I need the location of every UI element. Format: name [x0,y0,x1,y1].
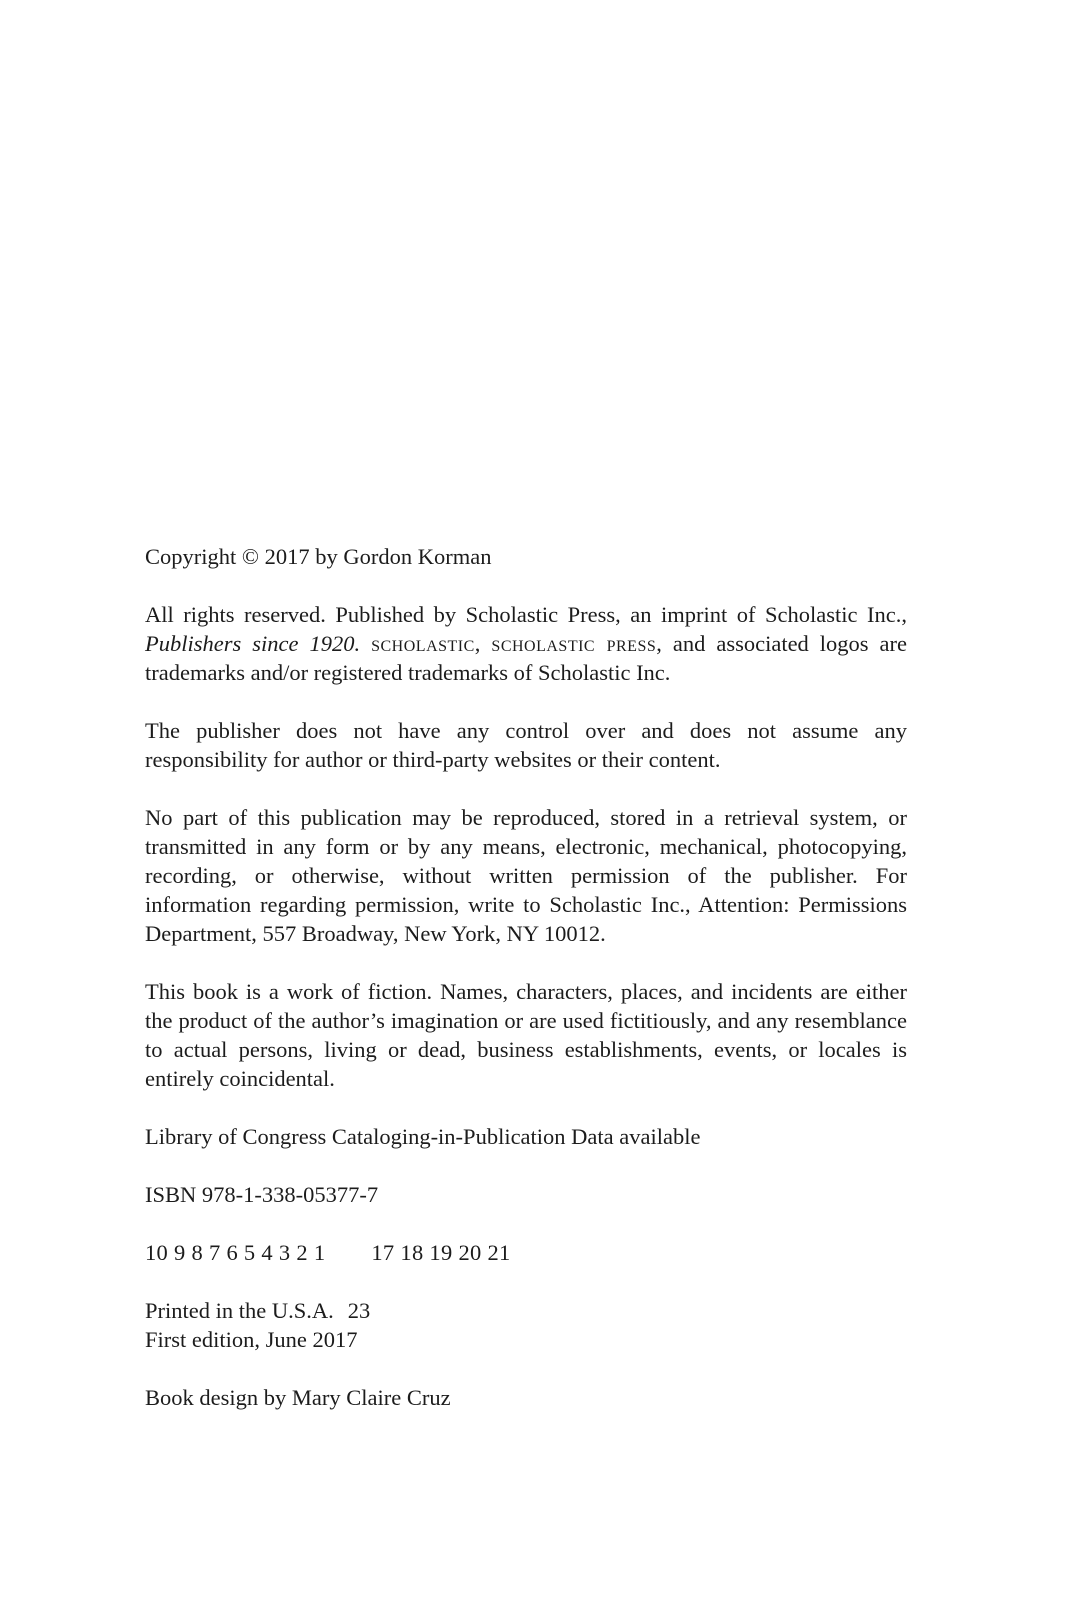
publisher-disclaimer: The publisher does not have any control over and does not assume any responsibility for author or third-party websites or their content. [145,718,907,772]
printing-info [145,1296,907,1354]
trademark-separator: , [474,631,481,656]
rights-paragraph [145,600,907,687]
trademark-scholastic-press: scholastic press [491,631,657,656]
printed-in-line [145,1296,907,1325]
reproduction-notice: No part of this publication may be reproduced, stored in a retrieval system, or transmitted in any form or by any means, electronic, mechanical, photocopying, recording, or otherwise, without written permission of the publisher. For information regarding permission, write to Scholastic Inc., Attention: Permissions Department, 557 Broadway, New York, NY 10012. [145,805,907,946]
year-numbers: 17 18 19 20 21 [371,1240,511,1265]
copyright-page [145,542,907,1441]
fiction-notice: This book is a work of fiction. Names, characters, places, and incidents are either the product of the author’s imagination or are used fictitiously, and any resemblance to actual persons, living or dead, business establishments, events, or locales is entirely coincidental. [145,979,907,1091]
cip-line: Library of Congress Cataloging-in-Publication Data available [145,1124,701,1149]
copyright-line: Copyright © 2017 by Gordon Korman [145,544,492,569]
trademark-scholastic: scholastic [371,631,475,656]
printing-numbers: 10 9 8 7 6 5 4 3 2 1 [145,1240,326,1265]
isbn-line: ISBN 978-1-338-05377-7 [145,1182,379,1207]
design-credit: Book design by Mary Claire Cruz [145,1385,451,1410]
printing-line [145,1238,907,1267]
rights-rest: , and associated logos are trademarks and/or registered trademarks of Scholastic Inc. [145,631,908,685]
edition-line: First edition, June 2017 [145,1327,358,1352]
printed-in: Printed in the U.S.A. [145,1298,334,1323]
rights-line1: All rights reserved. Published by Scholastic Press, an imprint of Scholastic Inc., [145,602,907,627]
printed-code: 23 [347,1298,371,1323]
publishers-since: Publishers since 1920. [145,631,361,656]
